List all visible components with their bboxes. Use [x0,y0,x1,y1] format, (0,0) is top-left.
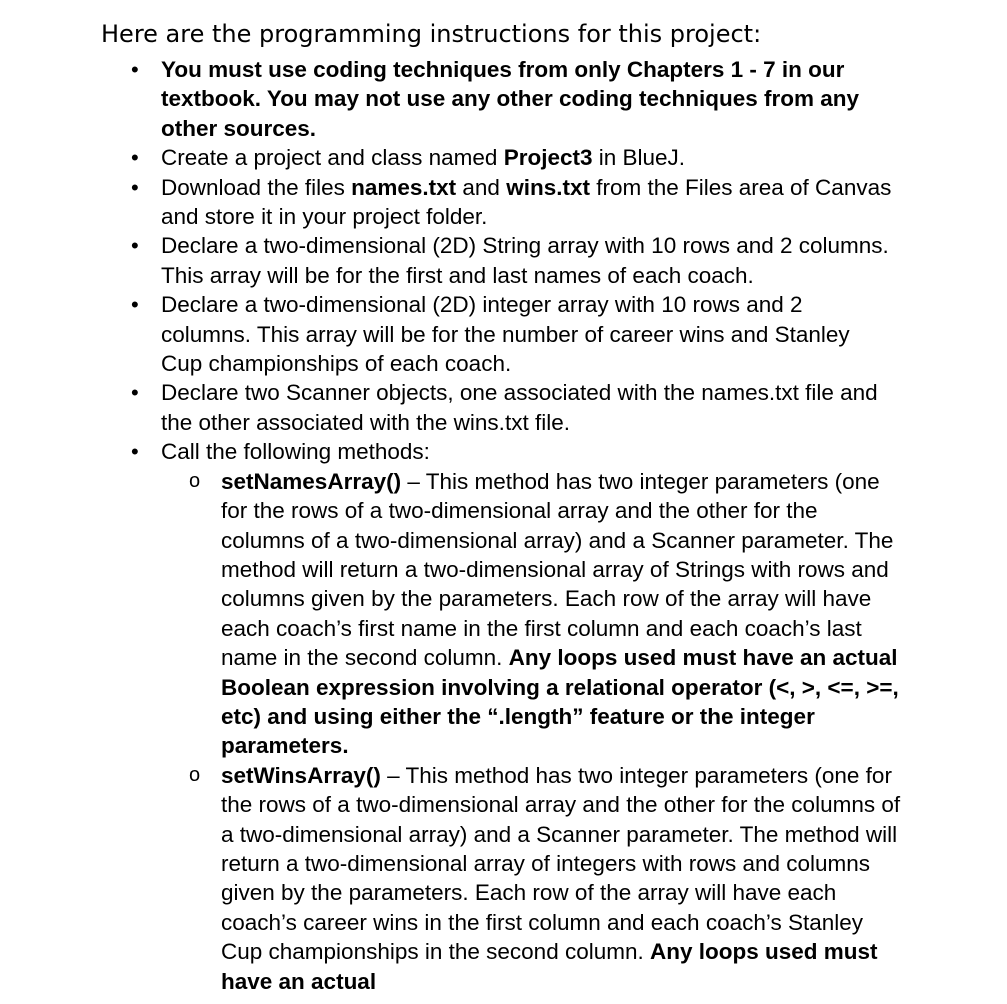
method-requirement: Any loops used must have an actual Boolean expression involving a relational operator (<, >, <=, >=, etc) and using either the “.length” feature or the integer parameters. [221,645,899,759]
bullet-icon: • [131,57,139,82]
project-name: Project3 [503,145,593,171]
sub-bullet-icon: o [189,469,201,492]
filename: wins.txt [506,174,590,200]
method-description: – This method has two integer parameters (one for the rows of a two-dimensional array and the other for the columns of a two-dimensional array) and a Scanner parameter. The method will return a two-dimensional array of Strings with rows and columns given by the parameters. Each row of the array will have each coach’s first name in the first column and each coach’s last name in the second column. [221,468,894,671]
list-item-text: Download the files [161,174,352,200]
method-item [0,467,901,761]
method-name: setNamesArray() [221,468,402,494]
list-item-text: You must use coding techniques from only Chapters 1 - 7 in our textbook. You may not use any other coding techniques from any other sources. [161,57,860,141]
bullet-icon: • [131,145,139,171]
bullet-icon: • [131,292,139,318]
list-item [0,437,896,466]
method-requirement: Any loops used must have an actual [221,939,878,994]
list-item [0,173,896,232]
list-item [0,231,896,290]
list-item [0,290,896,378]
method-item [0,761,901,996]
list-item-text: Declare a two-dimensional (2D) String array with 10 rows and 2 columns. This array will be for the first and last names of each coach. [161,233,889,288]
list-item-text: and [456,174,507,200]
list-item-text: Declare a two-dimensional (2D) integer array with 10 rows and 2 columns. This array will be for the number of career wins and Stanley Cup championships of each coach. [161,292,850,377]
intro-heading: Here are the programming instructions for this project: [101,20,762,48]
bullet-icon: • [131,380,139,406]
list-item-text: Call the following methods: [161,439,430,465]
list-item [0,378,896,437]
method-description: – This method has two integer parameters (one for the rows of a two-dimensional array and the other for the columns of a two-dimensional array) and a Scanner parameter. The method will return a two-dimensional array of integers with rows and columns given by the parameters. Each row of the array will have each coach’s career wins in the first column and each coach’s Stanley Cup championships in the second column. [221,762,901,965]
bullet-icon: • [131,439,139,465]
bullet-icon: • [131,233,139,259]
list-item-text: Create a project and class named [161,145,504,171]
sub-bullet-icon: o [189,763,201,786]
instruction-list [0,55,1007,996]
list-item [0,143,896,172]
list-item-text: Declare two Scanner objects, one associated with the names.txt file and the other associated with the wins.txt file. [161,380,878,435]
list-item-text: in BlueJ. [592,145,686,171]
filename: names.txt [351,174,457,200]
bullet-icon: • [131,174,139,200]
list-item-text: from the Files area of Canvas and store it in your project folder. [161,174,892,230]
method-name: setWinsArray() [221,762,381,788]
list-item [0,55,896,143]
